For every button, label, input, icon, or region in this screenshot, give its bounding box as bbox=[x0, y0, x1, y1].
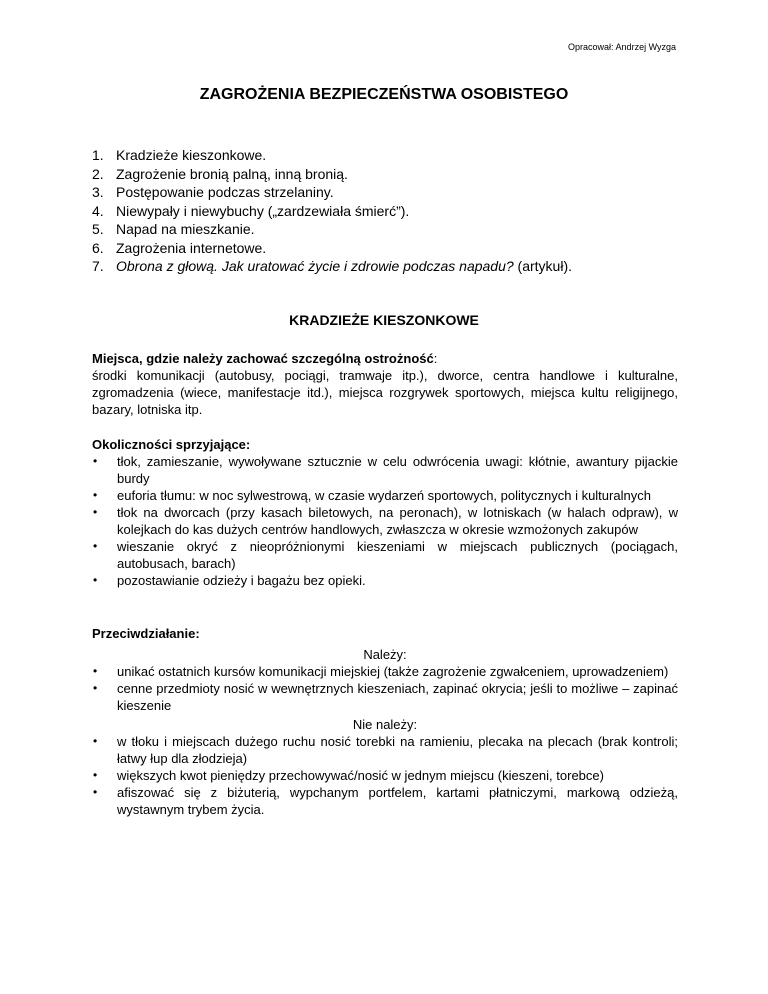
toc-text: Napad na mieszkanie. bbox=[116, 221, 255, 237]
bullet-icon: • bbox=[93, 488, 98, 502]
circumstances-list bbox=[92, 453, 678, 589]
list-item bbox=[92, 487, 678, 504]
toc-item bbox=[92, 220, 692, 239]
list-item bbox=[92, 504, 678, 538]
list-item-text: pozostawianie odzieży i bagażu bez opieki. bbox=[117, 573, 366, 588]
toc-item bbox=[92, 183, 692, 202]
bullet-icon: • bbox=[93, 573, 98, 587]
toc-text: Zagrożenia internetowe. bbox=[116, 239, 267, 256]
toc-number: 7. bbox=[92, 258, 104, 274]
list-item-text: tłok, zamieszanie, wywoływane sztucznie w celu odwrócenia uwagi: kłótnie, awantury pijackie burdy bbox=[117, 454, 678, 486]
list-item-text: unikać ostatnich kursów komunikacji miejskiej (także zagrożenie zgwałceniem, uprowadzeniem) bbox=[117, 664, 669, 679]
list-item-text: w tłoku i miejscach dużego ruchu nosić torebki na ramieniu, plecaka na plecach (brak kontroli; łatwy łup dla złodzieja) bbox=[117, 734, 678, 766]
author-note: Opracował: Andrzej Wyzga bbox=[568, 42, 676, 52]
should-not-label: Nie należy: bbox=[352, 717, 418, 732]
list-item bbox=[92, 784, 678, 818]
list-item bbox=[92, 453, 678, 487]
bullet-icon: • bbox=[93, 454, 98, 468]
bullet-icon: • bbox=[93, 505, 98, 519]
list-item bbox=[92, 572, 678, 589]
toc-number: 6. bbox=[92, 239, 104, 256]
toc-text: Zagrożenie bronią palną, inną bronią. bbox=[116, 165, 348, 182]
toc-item bbox=[92, 202, 692, 221]
places-text: środki komunikacji (autobusy, pociągi, tramwaje itp.), dworce, centra handlowe i kulturalne, zgromadzenia (wiece, manifestacje itd.), miejsca rozgrywek sportowych, miejsca kultu religijnego, bazary, lotniska itp. bbox=[92, 368, 678, 417]
prevention-heading: Przeciwdziałanie: bbox=[92, 626, 200, 641]
toc-number: 3. bbox=[92, 184, 104, 200]
toc-number: 5. bbox=[92, 221, 104, 237]
circumstances-heading: Okoliczności sprzyjające: bbox=[92, 437, 251, 452]
list-item bbox=[92, 538, 678, 572]
places-heading-colon: : bbox=[433, 351, 438, 366]
should-list bbox=[92, 663, 678, 714]
prevention-section bbox=[92, 625, 678, 818]
bullet-icon: • bbox=[93, 785, 98, 799]
toc-text-tail: (artykuł). bbox=[513, 258, 573, 274]
bullet-icon: • bbox=[93, 664, 98, 678]
list-item bbox=[92, 680, 678, 714]
list-item-text: afiszować się z biżuterią, wypchanym portfelem, kartami płatniczymi, markową odzieżą, wystawnym trybem życia. bbox=[117, 785, 678, 817]
toc-text: Kradzieże kieszonkowe. bbox=[116, 147, 267, 163]
toc-text: Niewypały i niewybuchy („zardzewiała śmierć”). bbox=[116, 202, 410, 219]
bullet-icon: • bbox=[93, 539, 98, 553]
list-item bbox=[92, 663, 678, 680]
toc-item bbox=[92, 239, 692, 258]
bullet-icon: • bbox=[93, 734, 98, 748]
list-item bbox=[92, 733, 678, 767]
toc-text: Postępowanie podczas strzelaniny. bbox=[116, 184, 334, 200]
section-title: KRADZIEŻE KIESZONKOWE bbox=[289, 312, 479, 328]
toc-number: 2. bbox=[92, 165, 104, 182]
toc-text-italic: Obrona z głową. Jak uratować życie i zdrowie podczas napadu? bbox=[116, 258, 514, 274]
toc-number: 1. bbox=[92, 147, 104, 163]
toc-item bbox=[92, 165, 692, 184]
list-item-text: euforia tłumu: w noc sylwestrową, w czasie wydarzeń sportowych, politycznych i kulturalnych bbox=[117, 488, 651, 503]
should-label: Należy: bbox=[363, 647, 407, 662]
places-heading-line bbox=[92, 350, 678, 367]
toc-number: 4. bbox=[92, 202, 104, 219]
toc-item bbox=[92, 257, 692, 276]
document-title: ZAGROŻENIA BEZPIECZEŃSTWA OSOBISTEGO bbox=[199, 86, 569, 103]
table-of-contents bbox=[92, 146, 692, 276]
toc-item bbox=[92, 146, 692, 165]
places-section bbox=[92, 350, 678, 418]
list-item-text: tłok na dworcach (przy kasach biletowych, na peronach), w lotniskach (w halach odpraw), w kolejkach do kas dużych centrów handlowych, zwłaszcza w okresie wzmożonych zakupów bbox=[117, 505, 678, 537]
list-item-text: większych kwot pieniędzy przechowywać/nosić w jednym miejscu (kieszeni, torebce) bbox=[117, 768, 604, 783]
circumstances-section bbox=[92, 436, 678, 589]
places-heading: Miejsca, gdzie należy zachować szczególną ostrożność bbox=[92, 351, 434, 366]
bullet-icon: • bbox=[93, 768, 98, 782]
list-item-text: wieszanie okryć z nieopróżnionymi kieszeniami w miejscach publicznych (pociągach, autobusach, barach) bbox=[117, 539, 678, 571]
bullet-icon: • bbox=[93, 681, 98, 695]
list-item-text: cenne przedmioty nosić w wewnętrznych kieszeniach, zapinać okrycia; jeśli to możliwe – zapinać kieszenie bbox=[117, 681, 678, 713]
should-not-list bbox=[92, 733, 678, 818]
list-item bbox=[92, 767, 678, 784]
